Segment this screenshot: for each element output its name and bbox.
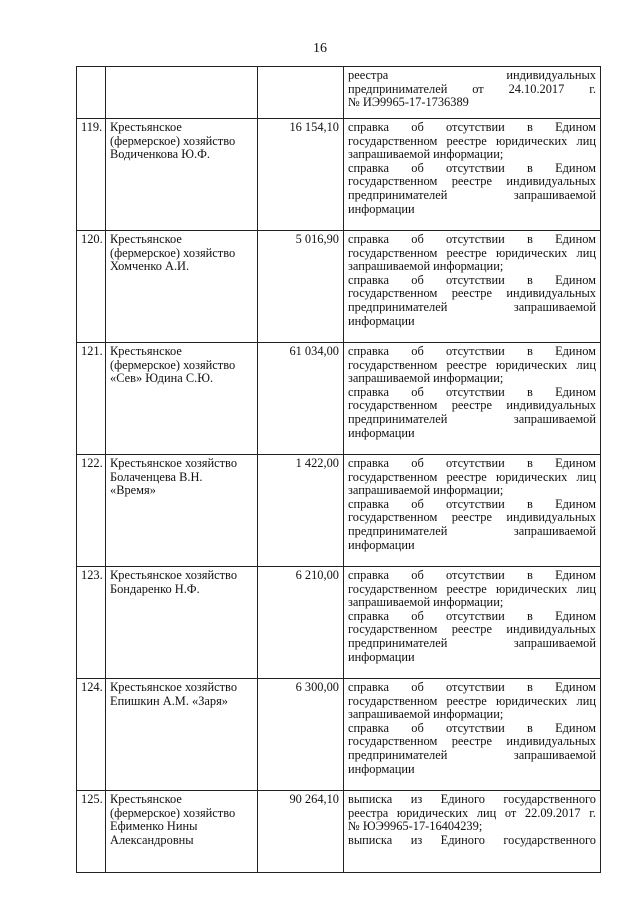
registry-table-body [77,67,601,873]
holder-name-line: Епишкин А.М. «Заря» [110,693,229,708]
table-row [77,791,601,873]
holder-name-line: Крестьянское [110,792,182,806]
table-row-continued [77,67,601,119]
document-line: реестра индивидуальных [348,68,596,82]
document-line: информации [348,313,415,328]
holder-name-line: Александровны [110,832,194,847]
document-line: государственном реестре юридических лиц [348,469,596,484]
document-line: государственном реестре юридических лиц [348,357,596,372]
amount-cell: 5 016,90 [258,231,344,343]
document-line: справка об отсутствии в Едином [348,720,596,735]
holder-name-line: Водиченкова Ю.Ф. [110,147,210,162]
document-cell [344,455,601,567]
holder-name-line: Крестьянское [110,120,182,134]
document-line: справка об отсутствии в Едином [348,608,596,623]
document-line: государственном реестре юридических лиц [348,693,596,708]
document-line: запрашиваемой информации; [348,147,504,162]
document-line: информации [348,537,415,552]
holder-name-cell [106,567,258,679]
document-line: справка об отсутствии в Едином [348,272,596,287]
row-number-cell: 119. [77,119,106,231]
document-line: информации [348,201,415,216]
document-line: предпринимателей запрашиваемой [348,523,596,538]
document-cell [344,567,601,679]
document-line: запрашиваемой информации; [348,707,504,722]
holder-name-line: Хомченко А.И. [110,259,190,274]
document-line: предпринимателей запрашиваемой [348,635,596,650]
document-line: государственном реестре индивидуальных [348,734,596,749]
table-row [77,231,601,343]
holder-name-line: Бондаренко Н.Ф. [110,581,200,596]
holder-name-line: (фермерское) хозяйство [110,133,236,148]
document-line: информации [348,761,415,776]
row-number-cell: 125. [77,791,106,873]
document-line: выписка из Единого государственного [348,832,596,847]
document-line: запрашиваемой информации; [348,259,504,274]
document-line: государственном реестре индивидуальных [348,174,596,189]
document-line: запрашиваемой информации; [348,371,504,386]
holder-name-line: «Сев» Юдина С.Ю. [110,371,214,386]
holder-name-line: Крестьянское [110,344,182,358]
holder-name-line: Крестьянское хозяйство [110,568,238,582]
document-line: государственном реестре юридических лиц [348,581,596,596]
document-line: справка об отсутствии в Едином [348,344,596,358]
amount-cell: 61 034,00 [258,343,344,455]
holder-name-cell [106,231,258,343]
table-row [77,343,601,455]
document-line: справка об отсутствии в Едином [348,232,596,246]
holder-name-line: Крестьянское [110,232,182,246]
amount-cell: 1 422,00 [258,455,344,567]
document-line: предпринимателей запрашиваемой [348,411,596,426]
document-cell [344,679,601,791]
document-line: справка об отсутствии в Едином [348,568,596,582]
document-line: предпринимателей запрашиваемой [348,299,596,314]
holder-name-line: Крестьянское хозяйство [110,456,238,470]
row-number-cell [77,67,106,119]
row-number-cell: 123. [77,567,106,679]
document-line: справка об отсутствии в Едином [348,680,596,694]
amount-cell [258,67,344,119]
row-number-cell: 122. [77,455,106,567]
document-line: реестра юридических лиц от 22.09.2017 г. [348,805,596,820]
document-cell [344,231,601,343]
registry-table [76,66,601,873]
document-cell [344,791,601,873]
document-line: государственном реестре индивидуальных [348,510,596,525]
holder-name-line: (фермерское) хозяйство [110,245,236,260]
amount-cell: 6 210,00 [258,567,344,679]
document-cell [344,119,601,231]
document-line: информации [348,425,415,440]
holder-name-line: Болаченцева В.Н. [110,469,203,484]
document-line: выписка из Единого государственного [348,792,596,806]
holder-name-line: «Время» [110,483,156,498]
document-line: № ИЭ9965-17-1736389 [348,95,469,110]
document-line: государственном реестре юридических лиц [348,133,596,148]
holder-name-cell [106,791,258,873]
row-number-cell: 121. [77,343,106,455]
document-cell [344,67,601,119]
table-row [77,119,601,231]
document-line: № ЮЭ9965-17-16404239; [348,819,483,834]
holder-name-cell [106,455,258,567]
row-number-cell: 124. [77,679,106,791]
holder-name-cell [106,343,258,455]
document-line: предпринимателей запрашиваемой [348,187,596,202]
holder-name-cell [106,67,258,119]
page-number: 16 [313,41,327,56]
holder-name-cell [106,119,258,231]
document-line: государственном реестре юридических лиц [348,245,596,260]
row-number-cell: 120. [77,231,106,343]
document-line: информации [348,649,415,664]
document-line: государственном реестре индивидуальных [348,286,596,301]
document-line: запрашиваемой информации; [348,483,504,498]
holder-name-line: Ефименко Нины [110,819,198,834]
document-line: справка об отсутствии в Едином [348,120,596,134]
document-line: справка об отсутствии в Едином [348,496,596,511]
document-cell [344,343,601,455]
document-line: запрашиваемой информации; [348,595,504,610]
amount-cell: 16 154,10 [258,119,344,231]
document-line: предпринимателей от 24.10.2017 г. [348,81,596,96]
amount-cell: 90 264,10 [258,791,344,873]
holder-name-line: Крестьянское хозяйство [110,680,238,694]
document-line: предпринимателей запрашиваемой [348,747,596,762]
table-row [77,679,601,791]
document-line: справка об отсутствии в Едином [348,384,596,399]
holder-name-line: (фермерское) хозяйство [110,357,236,372]
document-line: справка об отсутствии в Едином [348,456,596,470]
table-row [77,455,601,567]
table-row [77,567,601,679]
holder-name-line: (фермерское) хозяйство [110,805,236,820]
document-line: государственном реестре индивидуальных [348,398,596,413]
document-line: государственном реестре индивидуальных [348,622,596,637]
amount-cell: 6 300,00 [258,679,344,791]
document-line: справка об отсутствии в Едином [348,160,596,175]
holder-name-cell [106,679,258,791]
